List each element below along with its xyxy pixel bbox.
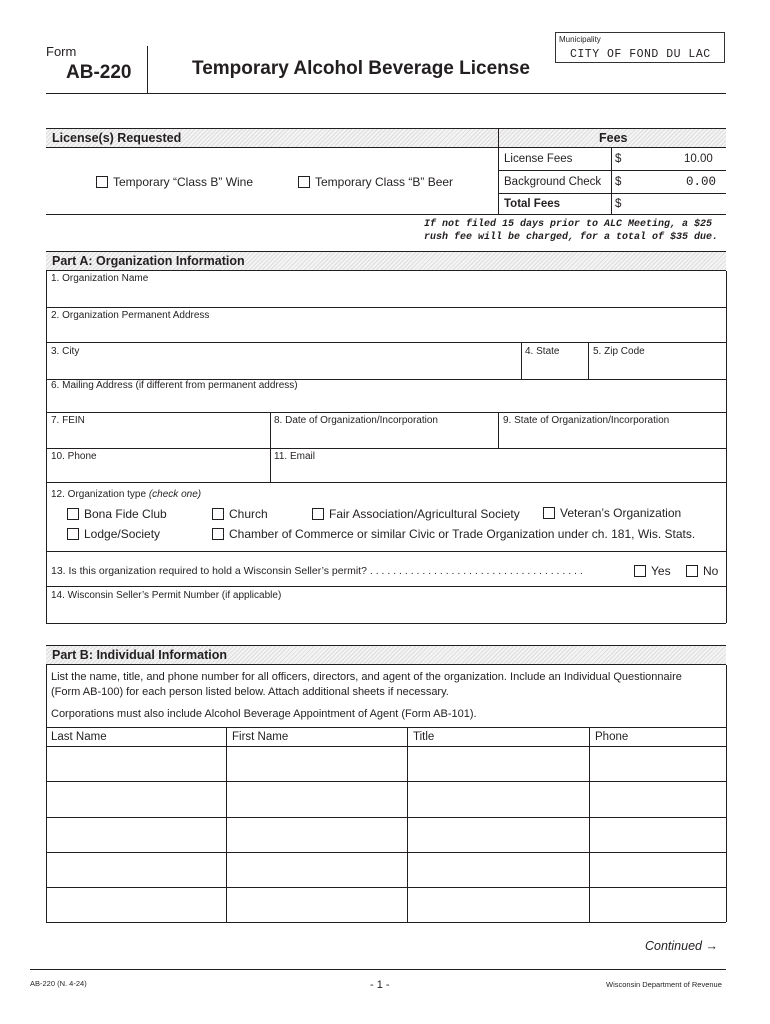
fee-currency-license: $: [615, 153, 622, 165]
field-phone[interactable]: 10. Phone: [51, 451, 97, 462]
licenses-heading: License(s) Requested: [52, 131, 182, 145]
field-email[interactable]: 11. Email: [274, 451, 315, 462]
fees-left-border: [498, 148, 499, 214]
municipality-value: CITY OF FOND DU LAC: [570, 48, 711, 61]
option-class-b-beer: Temporary Class “B” Beer: [315, 175, 454, 189]
org-type-church: Church: [229, 507, 268, 521]
table-row[interactable]: [46, 781, 726, 817]
table-row[interactable]: [46, 817, 726, 852]
org-type-chamber-of-commerce: Chamber of Commerce or similar Civic or Trade Organization under ch. 181, Wis. Stats.: [229, 527, 696, 541]
fee-value-license[interactable]: 10.00: [684, 153, 713, 165]
field-state[interactable]: 4. State: [525, 346, 560, 357]
field-mailing-address[interactable]: 6. Mailing Address (if different from permanent address): [51, 380, 298, 391]
checkbox-veterans-organization[interactable]: [543, 507, 555, 519]
part-b-corporations-note: Corporations must also include Alcohol Beverage Appointment of Agent (Form AB-101).: [51, 708, 477, 720]
column-header-phone: Phone: [595, 731, 629, 743]
row-line-a5: [46, 448, 726, 449]
part-b-instructions-line-1: List the name, title, and phone number for all officers, directors, and agent of the organization. Include an Individual Questionnaire: [51, 671, 682, 683]
continued-label: Continued →: [645, 939, 718, 953]
page-number: - 1 -: [370, 979, 390, 991]
footer-rule: [30, 969, 726, 970]
checkbox-fair-association[interactable]: [312, 508, 324, 520]
row-line-a2: [46, 342, 726, 343]
licenses-bottom-rule: [46, 214, 726, 215]
permit-no-label: No: [703, 564, 719, 578]
row-line-a1: [46, 307, 726, 308]
part-b-heading: Part B: Individual Information: [52, 648, 228, 662]
org-type-fair-association: Fair Association/Agricultural Society: [329, 507, 520, 521]
fee-value-background[interactable]: 0.00: [686, 175, 717, 189]
table-row[interactable]: [46, 852, 726, 887]
col-line-state: [521, 342, 522, 379]
form-word: Form: [46, 44, 77, 59]
header-rule: [46, 93, 726, 94]
field-state-of-organization[interactable]: 9. State of Organization/Incorporation: [503, 415, 670, 426]
permit-yes-label: Yes: [651, 564, 671, 578]
table-row[interactable]: [46, 746, 726, 781]
part-b-bottom-rule: [46, 922, 726, 923]
part-a-left-border: [46, 271, 47, 623]
checkbox-permit-no[interactable]: [686, 565, 698, 577]
field-organization-name[interactable]: 1. Organization Name: [51, 273, 149, 284]
option-class-b-wine: Temporary “Class B” Wine: [113, 175, 254, 189]
part-a-heading-bar: [46, 251, 726, 271]
col-line-zip: [588, 342, 589, 379]
municipality-label: Municipality: [559, 35, 601, 44]
row-line-a4: [46, 412, 726, 413]
part-a-bottom-rule: [46, 623, 726, 624]
fee-label-license: License Fees: [504, 153, 573, 165]
row-line-a8: [46, 586, 726, 587]
part-b-right-border: [726, 665, 727, 922]
form-title: Temporary Alcohol Beverage License: [192, 58, 530, 79]
field-organization-type-label: [51, 489, 201, 500]
checkbox-church[interactable]: [212, 508, 224, 520]
rush-fee-note-line-1: If not filed 15 days prior to ALC Meeting, a $25: [424, 219, 713, 230]
part-a-heading: Part A: Organization Information: [52, 254, 245, 268]
checkbox-bona-fide-club[interactable]: [67, 508, 79, 520]
department-name: Wisconsin Department of Revenue: [606, 980, 722, 989]
table-row[interactable]: [46, 887, 726, 922]
fees-row-line-2: [498, 193, 726, 194]
part-b-instructions-line-2: (Form AB-100) for each person listed below. Attach additional sheets if necessary.: [51, 686, 449, 698]
checkbox-lodge-society[interactable]: [67, 528, 79, 540]
fee-label-total: Total Fees: [504, 198, 561, 210]
fees-row-line-1: [498, 170, 726, 171]
org-type-bona-fide-club: Bona Fide Club: [84, 507, 167, 521]
checkbox-class-b-beer[interactable]: [298, 176, 310, 188]
field-zip-code[interactable]: 5. Zip Code: [593, 346, 645, 357]
rush-fee-note-line-2: rush fee will be charged, for a total of $35 due.: [424, 232, 719, 243]
form-number: AB-220: [66, 62, 132, 83]
field-fein[interactable]: 7. FEIN: [51, 415, 85, 426]
header-divider: [147, 46, 148, 94]
part-a-right-border: [726, 271, 727, 623]
field-city[interactable]: 3. City: [51, 346, 80, 357]
part-b-table-top: [46, 727, 726, 728]
field-permanent-address[interactable]: 2. Organization Permanent Address: [51, 310, 210, 321]
org-type-prefix: 12. Organization type: [51, 489, 149, 500]
fees-heading-bar: [498, 128, 726, 148]
col-line-date: [270, 412, 271, 482]
fee-currency-background: $: [615, 176, 622, 188]
fees-heading: Fees: [599, 131, 628, 145]
checkbox-class-b-wine[interactable]: [96, 176, 108, 188]
checkbox-chamber-of-commerce[interactable]: [212, 528, 224, 540]
org-type-hint: (check one): [148, 489, 202, 500]
field-date-of-organization[interactable]: 8. Date of Organization/Incorporation: [274, 415, 438, 426]
municipality-box[interactable]: [555, 32, 725, 63]
org-type-lodge-society: Lodge/Society: [84, 527, 161, 541]
licenses-heading-bar: [46, 128, 498, 148]
fee-label-background: Background Check: [504, 176, 602, 188]
checkbox-permit-yes[interactable]: [634, 565, 646, 577]
org-type-veterans-organization: Veteran’s Organization: [560, 506, 682, 520]
column-header-title: Title: [413, 731, 435, 743]
column-header-first-name: First Name: [232, 731, 289, 743]
fees-mid-border: [611, 148, 612, 214]
part-b-heading-bar: [46, 645, 726, 665]
field-sellers-permit-number[interactable]: 14. Wisconsin Seller’s Permit Number (if applicable): [51, 590, 282, 601]
fee-currency-total: $: [615, 198, 622, 210]
col-line-state-org: [498, 412, 499, 448]
column-header-last-name: Last Name: [51, 731, 107, 743]
row-line-a7: [46, 551, 726, 552]
form-revision: AB-220 (N. 4-24): [30, 979, 87, 988]
row-line-a6: [46, 482, 726, 483]
question-sellers-permit: 13. Is this organization required to hold a Wisconsin Seller’s permit? . . . . . . . . . . . . . . . . . . . . . . . . . . . . . . . . . . . . .: [51, 565, 583, 577]
